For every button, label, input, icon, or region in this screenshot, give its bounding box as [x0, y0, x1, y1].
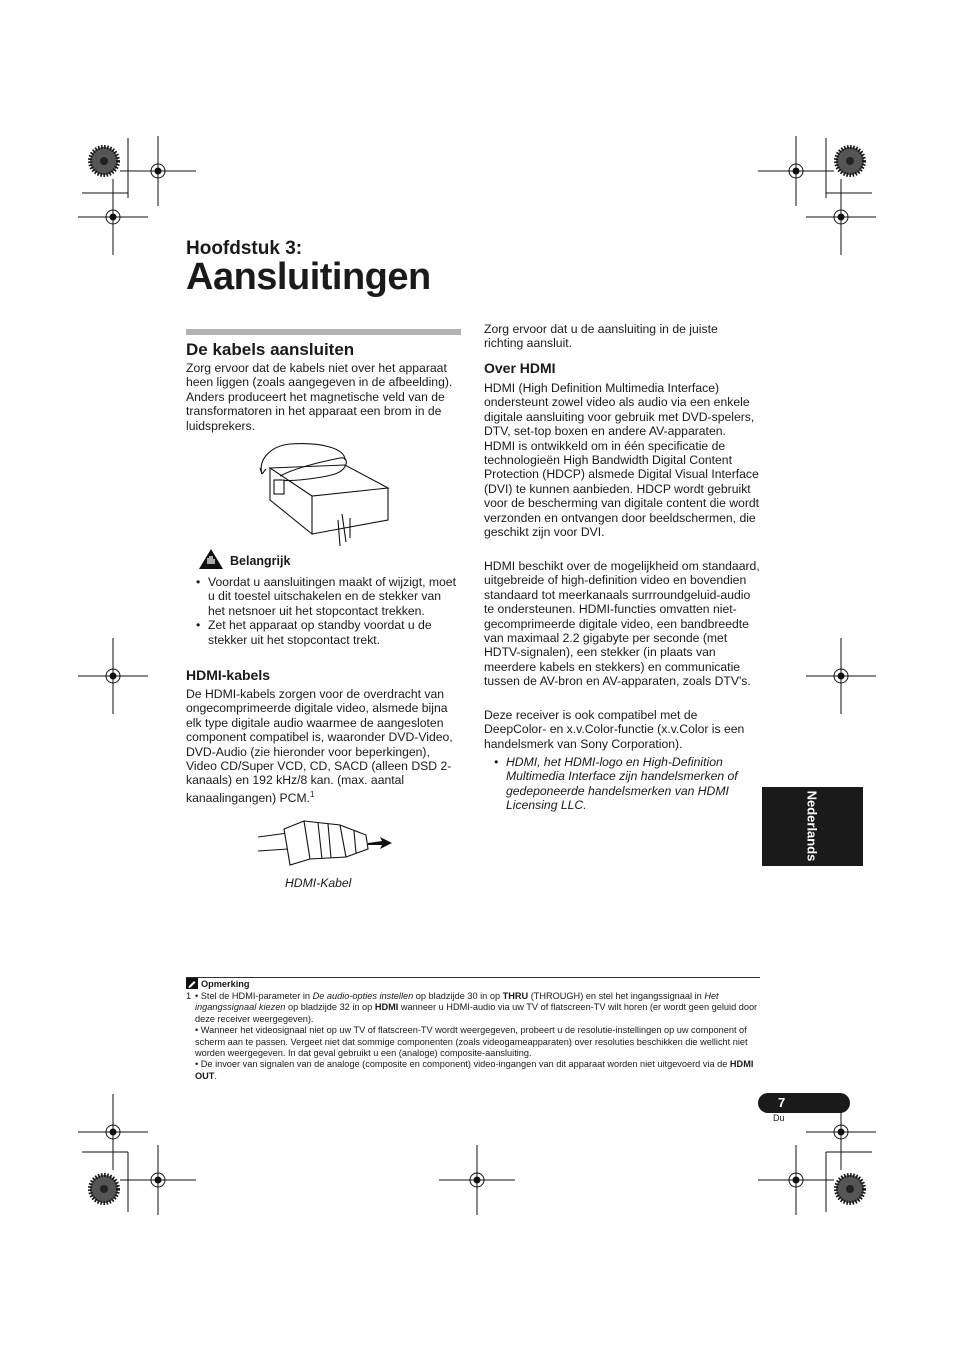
note-icon: [186, 978, 198, 989]
chapter-label: Hoofdstuk 3:: [186, 238, 303, 259]
note-text: op bladzijde 32 in op: [285, 1002, 375, 1013]
hdmi-paragraph-2: HDMI beschikt over de mogelijkheid om standaard, uitgebreide of high-definition video en bovendien standaard tot meerkanaals surrroundgeluid-audio te ondersteunen. HDMI-functies omvatten niet-gecomprimeerde digitale video, een bandbreedte van maximaal 2.2 gigabyte per seconde (met HDTV-signalen), een stekker (in plaats van meerdere kabels en stekkers) en communicatie tussen de AV-bron en AV-apparaten, zoals DTV's.: [484, 559, 760, 689]
warning-icon: [198, 548, 224, 570]
about-hdmi-title: Over HDMI: [484, 360, 556, 376]
language-tab: [762, 787, 863, 866]
note-ref-bold: HDMI OUT: [195, 1059, 754, 1081]
section-rule: [186, 329, 461, 335]
important-label: Belangrijk: [230, 554, 291, 568]
note-item: [186, 991, 758, 1025]
trademark-list: [484, 755, 760, 813]
note-header: [186, 978, 250, 989]
hdmi-paragraph-3: Deze receiver is ook compatibel met de DeepColor- en x.v.Color-functie (x.v.Color is een handelsmerk van Sony Corporation).: [484, 708, 745, 751]
note-text: .: [214, 1070, 217, 1081]
note-ref-italic: Het ingangssignaal kiezen: [195, 991, 719, 1013]
language-code: Du: [773, 1113, 785, 1123]
note-text: • De invoer van signalen van de analoge (composite en component) video-ingangen van dit apparaat worden niet uitgevoerd via de: [195, 1059, 730, 1070]
receiver-cable-illustration: [250, 438, 395, 550]
note-text: • Stel de HDMI-parameter in: [195, 991, 313, 1001]
note-ref-bold: THRU: [502, 991, 529, 1001]
note-number: 1: [186, 991, 192, 1001]
language-tab-label: Nederlands: [804, 790, 820, 862]
list-item: • Voordat u aansluitingen maakt of wijzigt, moet u dit toestel uitschakelen en de stekker van het netsnoer uit het stopcontact trekken.: [186, 575, 458, 618]
note-item: • Wanneer het videosignaal niet op uw TV of flatscreen-TV wordt weergegeven, probeert u de resolutie-instellingen op uw component of scherm aan te passen. Vergeet niet dat sommige componenten (zoals videogameapparaten) over resoluties beschikken die wellicht niet worden weergegeven. In dat geval gebruikt u een (analoge) composite-aansluiting.: [195, 1025, 748, 1059]
hdmi-cable-caption: HDMI-Kabel: [285, 876, 352, 890]
list-item: • Zet het apparaat op standby voordat u de stekker uit het stopcontact trekt.: [186, 618, 458, 647]
page-number: 7: [778, 1095, 786, 1110]
section-title: De kabels aansluiten: [186, 340, 355, 359]
note-text: wanneer u HDMI-audio via uw TV of flatscreen-TV wilt horen (er wordt geen geluid door deze receiver weergegeven).: [195, 1002, 758, 1024]
note-label: Opmerking: [201, 978, 250, 989]
hdmi-cables-text: De HDMI-kabels zorgen voor de overdracht van ongecomprimeerde digitale video, alsmede bijna elk type digitale audio waarmee de aangesloten component compatibel is, waaronder DVD-Video, DVD-Audio (zie hieronder voor beperkingen), Video CD/Super VCD, CD, SACD (alleen DSD 2-kanaals) en 192 kHz/8 kan. (max. aantal kanaalingangen) PCM.: [186, 687, 453, 805]
important-list: [186, 575, 458, 647]
trademark-note: • HDMI, het HDMI-logo en High-Definition Multimedia Interface zijn handelsmerken of gedeponeerde handelsmerken van HDMI Licensing LLC.: [484, 755, 760, 813]
note-body: [186, 991, 758, 1082]
note-ref-italic: De audio-opties instellen: [312, 991, 414, 1001]
note-rule: [186, 977, 760, 978]
page-title: Aansluitingen: [186, 256, 431, 298]
hdmi-cable-illustration: [258, 815, 394, 871]
page-number-badge: [758, 1093, 850, 1113]
note-text: op bladzijde 30 in op: [413, 991, 503, 1001]
footnote-ref: 1: [309, 789, 315, 799]
hdmi-paragraph-1: HDMI (High Definition Multimedia Interface) ondersteunt zowel video als audio via een enkele digitale aansluiting voor gebruik met DVD-spelers, DTV, set-top boxen en andere AV-apparaten. HDMI is ontwikkeld om in één specificatie de technologieën High Bandwidth Digital Content Protection (HDCP) alsmede Digital Visual Interface (DVI) te kunnen aanbieden. HDCP wordt gebruikt voor de bescherming van digitale content die wordt verzonden en ontvangen door beeldschermen, die geschikt zijn voor DVI.: [484, 381, 760, 540]
hdmi-cables-title: HDMI-kabels: [186, 667, 271, 683]
intro-paragraph: Zorg ervoor dat de kabels niet over het apparaat heen liggen (zoals aangegeven in de afbeelding). Anders produceert het magnetische veld van de transformatoren in het apparaat een brom in de luidsprekers.: [186, 361, 453, 433]
hdmi-cables-paragraph: [186, 687, 464, 805]
note-item: [186, 1059, 758, 1082]
connection-direction-text: Zorg ervoor dat u de aansluiting in de juiste richting aansluit.: [484, 322, 718, 351]
note-text: (THROUGH) en stel het ingangssignaal in: [528, 991, 705, 1001]
note-ref-bold: HDMI: [374, 1002, 399, 1013]
